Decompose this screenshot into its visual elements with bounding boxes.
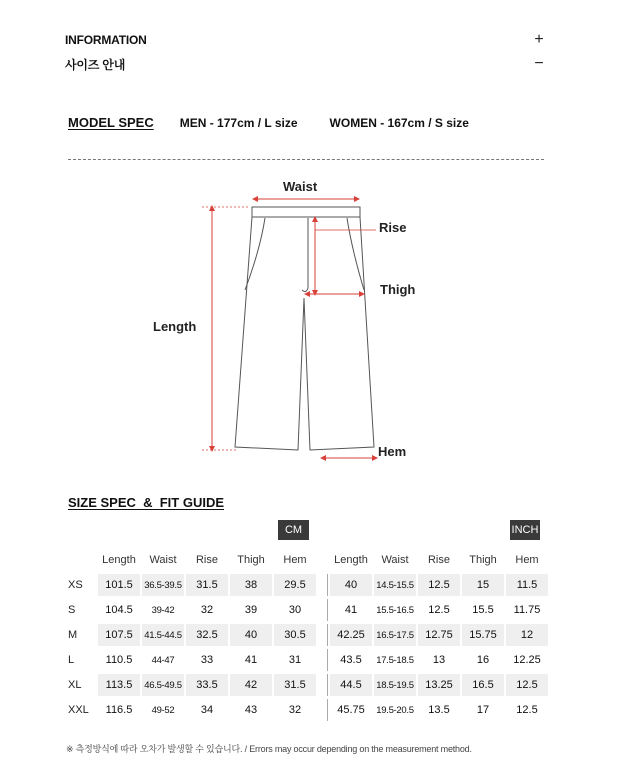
table-cell: 36.5-39.5 (142, 574, 184, 596)
table-cell: 43.5 (330, 649, 372, 671)
col-header: Waist (374, 549, 416, 571)
model-spec (68, 115, 469, 130)
size-spec-table (62, 546, 550, 724)
information-title: INFORMATION (65, 33, 147, 47)
table-cell (318, 599, 328, 621)
thigh-label: Thigh (380, 282, 416, 297)
table-cell: 32 (186, 599, 228, 621)
table-cell: 16.5-17.5 (374, 624, 416, 646)
table-cell: 34 (186, 699, 228, 721)
table-cell: 44-47 (142, 649, 184, 671)
table-cell: 41 (230, 649, 272, 671)
pants-outline (235, 207, 374, 450)
table-cell: 12.5 (418, 574, 460, 596)
table-row (64, 574, 548, 596)
table-cell: 29.5 (274, 574, 316, 596)
table-cell: 31 (274, 649, 316, 671)
col-header: Waist (142, 549, 184, 571)
size-label: XS (68, 579, 83, 591)
col-header: Thigh (230, 549, 272, 571)
unit-badge-cm: CM (278, 520, 309, 540)
table-cell: 31.5 (186, 574, 228, 596)
table-cell: 44.5 (330, 674, 372, 696)
table-header-row (64, 549, 548, 571)
table-cell: 13.25 (418, 674, 460, 696)
table-row (64, 699, 548, 721)
table-cell: 11.75 (506, 599, 548, 621)
table-cell: 15.5 (462, 599, 504, 621)
table-cell: 107.5 (98, 624, 140, 646)
table-cell: 38 (230, 574, 272, 596)
dashed-divider (68, 159, 544, 160)
length-label: Length (153, 319, 197, 334)
size-label: L (68, 654, 75, 666)
table-cell: 14.5-15.5 (374, 574, 416, 596)
table-cell: 101.5 (98, 574, 140, 596)
information-accordion[interactable] (65, 30, 546, 50)
table-cell (318, 674, 328, 696)
table-cell: 17 (462, 699, 504, 721)
size-guide-title: 사이즈 안내 (65, 57, 126, 72)
size-label: M (68, 629, 78, 641)
table-cell: 39-42 (142, 599, 184, 621)
table-cell: 32 (274, 699, 316, 721)
table-cell (318, 699, 328, 721)
table-cell: 19.5-20.5 (374, 699, 416, 721)
table-cell: 116.5 (98, 699, 140, 721)
table-row (64, 649, 548, 671)
model-spec-women: WOMEN - 167cm / S size (329, 116, 469, 130)
rise-label: Rise (379, 220, 407, 235)
col-header: Length (98, 549, 140, 571)
col-header: Rise (186, 549, 228, 571)
table-cell: 12.5 (506, 699, 548, 721)
unit-badge-inch: INCH (510, 520, 540, 540)
waist-label: Waist (283, 179, 318, 194)
table-cell: 49-52 (142, 699, 184, 721)
col-header: Thigh (462, 549, 504, 571)
table-cell: 30.5 (274, 624, 316, 646)
table-cell: 31.5 (274, 674, 316, 696)
table-cell: 15.5-16.5 (374, 599, 416, 621)
table-cell: 42 (230, 674, 272, 696)
col-header: Hem (506, 549, 548, 571)
table-cell: 30 (274, 599, 316, 621)
table-cell: 40 (330, 574, 372, 596)
table-cell: 32.5 (186, 624, 228, 646)
table-cell: 13 (418, 649, 460, 671)
table-cell: 39 (230, 599, 272, 621)
table-cell: 15 (462, 574, 504, 596)
table-cell: 41 (330, 599, 372, 621)
table-cell (318, 649, 328, 671)
table-cell: 16.5 (462, 674, 504, 696)
table-cell (318, 574, 328, 596)
fit-guide-title: SIZE SPEC & FIT GUIDE (68, 495, 225, 510)
table-cell: 42.25 (330, 624, 372, 646)
table-cell: 12.5 (418, 599, 460, 621)
col-header: Length (330, 549, 372, 571)
table-cell: 33 (186, 649, 228, 671)
table-cell: 45.75 (330, 699, 372, 721)
table-row (64, 674, 548, 696)
table-cell (318, 624, 328, 646)
size-label: XXL (68, 704, 89, 716)
table-cell: 12 (506, 624, 548, 646)
table-cell: 41.5-44.5 (142, 624, 184, 646)
table-cell: 15.75 (462, 624, 504, 646)
table-cell: 17.5-18.5 (374, 649, 416, 671)
table-cell: 43 (230, 699, 272, 721)
table-cell: 11.5 (506, 574, 548, 596)
table-cell: 16 (462, 649, 504, 671)
size-guide-accordion[interactable] (65, 54, 546, 74)
model-spec-men: MEN - 177cm / L size (179, 116, 298, 130)
table-cell: 113.5 (98, 674, 140, 696)
table-cell: 18.5-19.5 (374, 674, 416, 696)
hem-label: Hem (378, 444, 407, 459)
model-spec-title: MODEL SPEC (68, 115, 154, 130)
size-label: S (68, 604, 76, 616)
table-cell: 12.25 (506, 649, 548, 671)
table-cell: 12.5 (506, 674, 548, 696)
table-cell: 104.5 (98, 599, 140, 621)
table-cell: 33.5 (186, 674, 228, 696)
table-cell: 46.5-49.5 (142, 674, 184, 696)
table-cell: 110.5 (98, 649, 140, 671)
table-row (64, 599, 548, 621)
table-cell: 40 (230, 624, 272, 646)
table-cell: 12.75 (418, 624, 460, 646)
col-header: Rise (418, 549, 460, 571)
size-label: XL (68, 679, 82, 691)
table-row (64, 624, 548, 646)
col-header: Hem (274, 549, 316, 571)
footnote: ※ 측정방식에 따라 오차가 발생할 수 있습니다. / Errors may occur depending on the measurement method. (66, 744, 472, 754)
plus-icon[interactable]: + (534, 31, 544, 48)
minus-icon[interactable]: − (534, 55, 544, 72)
table-cell: 13.5 (418, 699, 460, 721)
pants-measurement-diagram (140, 170, 440, 470)
